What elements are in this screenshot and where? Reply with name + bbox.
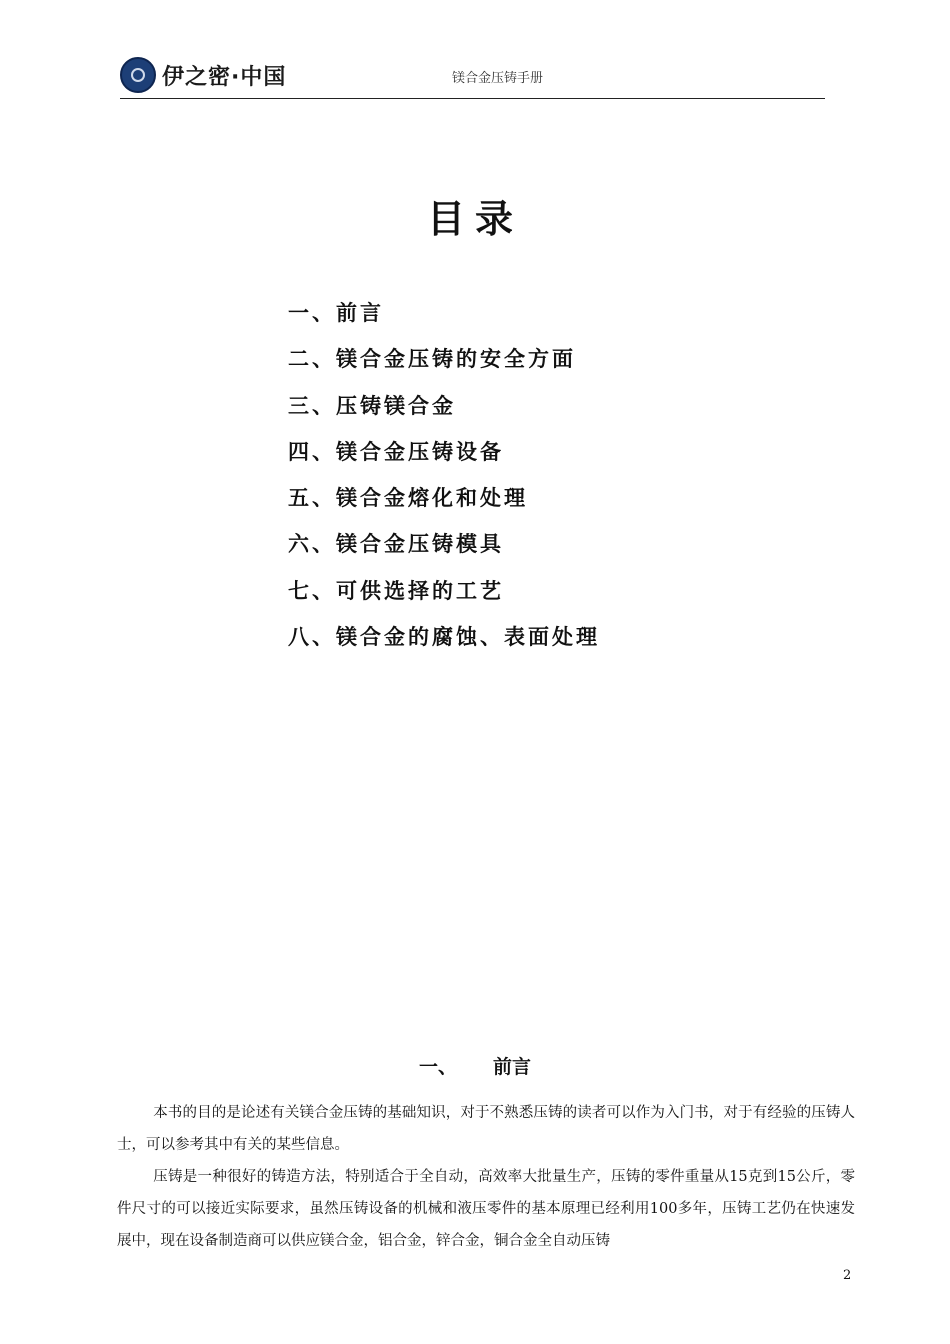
- paragraph: 本书的目的是论述有关镁合金压铸的基础知识，对于不熟悉压铸的读者可以作为入门书，对于有经验的压铸人士，可以参考其中有关的某些信息。: [117, 1105, 855, 1153]
- toc-list: [288, 298, 600, 668]
- toc-item-preface[interactable]: 一、前言: [288, 301, 384, 325]
- logo-badge-icon: [120, 57, 156, 93]
- section-heading: [0, 1052, 950, 1079]
- toc-item-molds[interactable]: 六、镁合金压铸模具: [288, 532, 504, 557]
- page-number: 2: [843, 1268, 852, 1283]
- header-divider: [120, 98, 825, 99]
- toc-item-safety[interactable]: 二、镁合金压铸的安全方面: [288, 347, 576, 372]
- section-title: 前言: [493, 1056, 532, 1078]
- section-body: [117, 1097, 855, 1257]
- toc-item-equipment[interactable]: 四、镁合金压铸设备: [288, 439, 504, 464]
- toc-item-processes[interactable]: 七、可供选择的工艺: [288, 578, 504, 603]
- toc-item-melting[interactable]: 五、镁合金熔化和处理: [288, 486, 528, 511]
- header-document-title: 镁合金压铸手册: [452, 71, 544, 86]
- paragraph: 压铸是一种很好的铸造方法，特别适合于全自动，高效率大批量生产，压铸的零件重量从15克到15公斤，零件尺寸的可以接近实际要求，虽然压铸设备的机械和液压零件的基本原理已经利用100多年，压铸工艺仍在快速发展中，现在设备制造商可以供应镁合金，铝合金，锌合金，铜合金全自动压铸: [117, 1169, 855, 1249]
- toc-item-alloys[interactable]: 三、压铸镁合金: [288, 393, 456, 418]
- logo-text: 伊之密·中国: [162, 64, 287, 90]
- section-number: 一、: [418, 1056, 457, 1078]
- page-header: [120, 55, 825, 101]
- toc-item-corrosion[interactable]: 八、镁合金的腐蚀、表面处理: [288, 625, 600, 650]
- toc-title: 目录: [426, 197, 523, 241]
- company-logo: [120, 55, 286, 95]
